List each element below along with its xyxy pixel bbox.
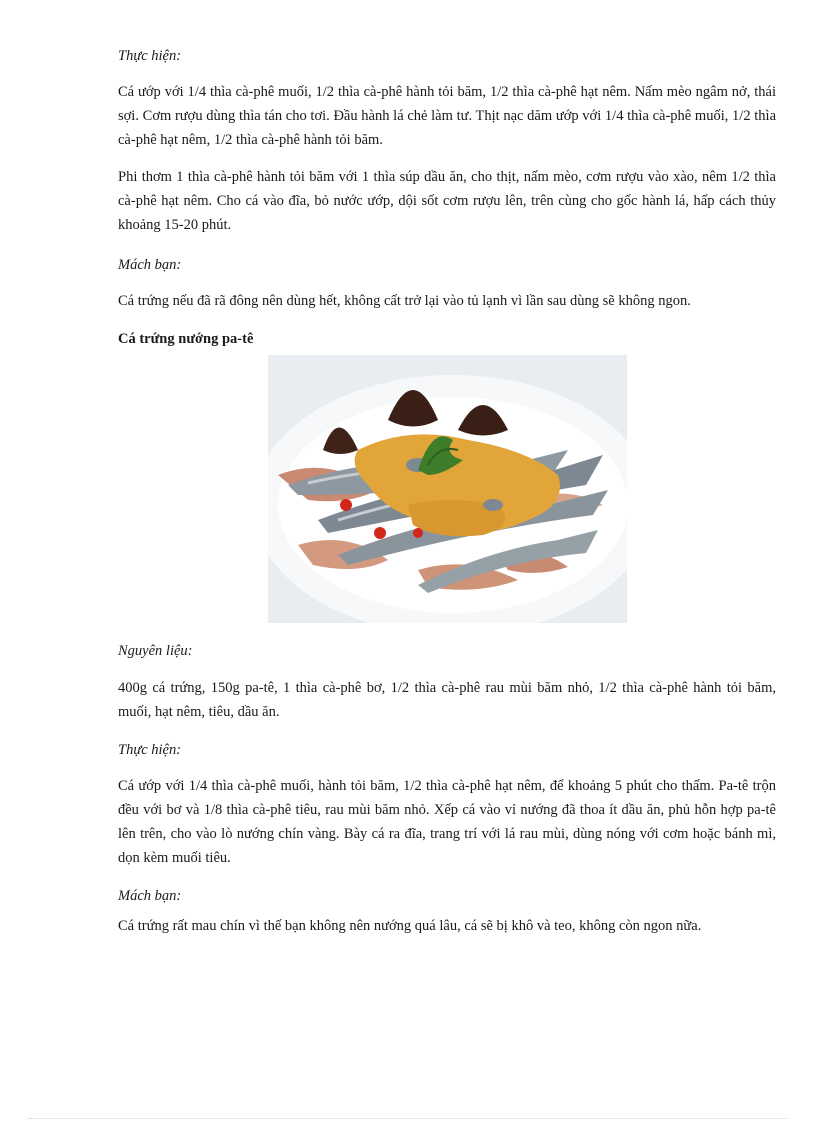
paragraph-ingredients: 400g cá trứng, 150g pa-tê, 1 thìa cà-phê bơ, 1/2 thìa cà-phê rau mùi băm nhỏ, 1/2 thìa cà-phê hành tỏi băm, muối, hạt nêm, tiêu, dầu ăn.	[118, 680, 776, 720]
paragraph-cooking: Phi thơm 1 thìa cà-phê hành tỏi băm với 1 thìa súp dầu ăn, cho thịt, nấm mèo, cơm rượu vào xào, nêm 1/2 thìa cà-phê hạt nêm. Cho cá vào đĩa, bỏ nước ướp, dội sốt cơm rượu lên, trên cùng cho gốc hành lá, hấp cách thủy khoảng 15-20 phút.	[118, 169, 776, 233]
section-heading-mach-ban-2: Mách bạn:	[118, 888, 182, 904]
section-heading-thuc-hien-2: Thực hiện:	[118, 742, 182, 758]
paragraph-preparation-2: Cá ướp với 1/4 thìa cà-phê muối, hành tỏi băm, 1/2 thìa cà-phê hạt nêm, để khoảng 5 phút cho thấm. Pa-tê trộn đều với bơ và 1/8 thìa cà-phê tiêu, rau mùi băm nhỏ. Xếp cá vào vỉ nướng đã thoa ít dầu ăn, phủ hỗn hợp pa-tê lên trên, cho vào lò nướng chín vàng. Bày cá ra đĩa, trang trí với lá rau mùi, dùng nóng với cơm hoặc bánh mì, dọn kèm muối tiêu.	[118, 778, 776, 866]
paragraph-tip-2: Cá trứng rất mau chín vì thế bạn không nên nướng quá lâu, cá sẽ bị khô và teo, không còn ngon nữa.	[118, 918, 702, 934]
section-heading-thuc-hien: Thực hiện:	[118, 48, 182, 64]
paragraph-tip: Cá trứng nếu đã rã đông nên dùng hết, không cất trở lại vào tủ lạnh vì lần sau dùng sẽ không ngon.	[118, 293, 691, 309]
section-heading-nguyen-lieu: Nguyên liệu:	[118, 643, 193, 659]
dish-photo	[268, 355, 627, 623]
page-bottom-rule	[28, 1118, 788, 1119]
recipe-title: Cá trứng nướng pa-tê	[118, 331, 254, 347]
section-heading-mach-ban: Mách bạn:	[118, 257, 182, 273]
paragraph-preparation: Cá ướp với 1/4 thìa cà-phê muối, 1/2 thìa cà-phê hành tỏi băm, 1/2 thìa cà-phê hạt nêm. Nấm mèo ngâm nở, thái sợi. Cơm rượu dùng thìa tán cho tơi. Đầu hành lá chẻ làm tư. Thịt nạc dăm ướp với 1/4 thìa cà-phê muối, 1/2 thìa cà-phê hạt nêm, 1/2 thìa cà-phê hành tỏi băm.	[118, 84, 776, 148]
